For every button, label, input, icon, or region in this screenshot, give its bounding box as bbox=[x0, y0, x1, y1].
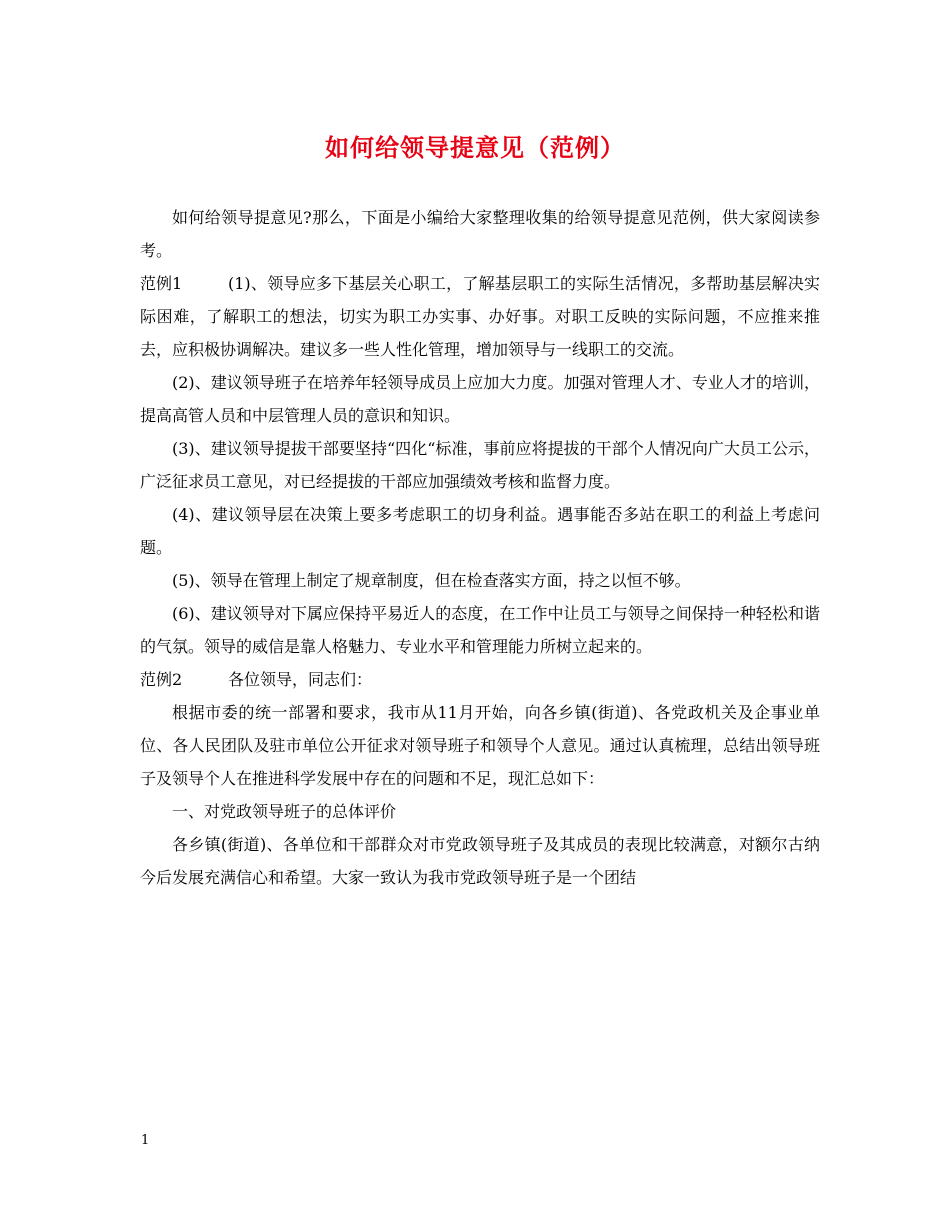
example1-item-2: (2)、建议领导班子在培养年轻领导成员上应加大力度。加强对管理人才、专业人才的培训，提高高管人员和中层管理人员的意识和知识。 bbox=[140, 373, 820, 425]
example2-paragraph-1: 根据市委的统一部署和要求，我市从11月开始，向各乡镇(街道)、各党政机关及企事业单位、各人民团队及驻市单位公开征求对领导班子和领导个人意见。通过认真梳理，总结出领导班子及领导个人在推进科学发展中存在的问题和不足，现汇总如下： bbox=[140, 703, 820, 788]
example2-label: 范例2 bbox=[140, 670, 183, 689]
document-title: 如何给领导提意见（范例） bbox=[325, 133, 625, 162]
document-body bbox=[140, 201, 820, 894]
example2-greeting: 各位领导，同志们： bbox=[228, 670, 373, 689]
example2-paragraph-2: 各乡镇(街道)、各单位和干部群众对市党政领导班子及其成员的表现比较满意，对额尔古纳今后发展充满信心和希望。大家一致认为我市党政领导班子是一个团结 bbox=[140, 835, 820, 887]
example1-item-1: (1)、领导应多下基层关心职工，了解基层职工的实际生活情况，多帮助基层解决实际困难，了解职工的想法，切实为职工办实事、办好事。对职工反映的实际问题，不应推来推去，应积极协调解决。建议多一些人性化管理，增加领导与一线职工的交流。 bbox=[140, 274, 820, 359]
example1-first-paragraph bbox=[140, 267, 820, 366]
example1-label: 范例1 bbox=[140, 274, 183, 293]
example1-item-6: (6)、建议领导对下属应保持平易近人的态度，在工作中让员工与领导之间保持一种轻松和谐的气氛。领导的威信是靠人格魅力、专业水平和管理能力所树立起来的。 bbox=[140, 604, 820, 656]
example2-section-heading: 一、对党政领导班子的总体评价 bbox=[172, 802, 397, 821]
page-number: 1 bbox=[141, 1133, 150, 1148]
intro-paragraph: 如何给领导提意见?那么，下面是小编给大家整理收集的给领导提意见范例，供大家阅读参考。 bbox=[140, 208, 820, 260]
example1-item-3: (3)、建议领导提拔干部要坚持“四化“标准，事前应将提拔的干部个人情况向广大员工公示，广泛征求员工意见，对已经提拔的干部应加强绩效考核和监督力度。 bbox=[140, 439, 820, 491]
example1-item-4: (4)、建议领导层在决策上要多考虑职工的切身利益。遇事能否多站在职工的利益上考虑问题。 bbox=[140, 505, 820, 557]
example1-item-5: (5)、领导在管理上制定了规章制度，但在检查落实方面，持之以恒不够。 bbox=[172, 571, 691, 590]
example2-first-paragraph bbox=[140, 663, 820, 696]
